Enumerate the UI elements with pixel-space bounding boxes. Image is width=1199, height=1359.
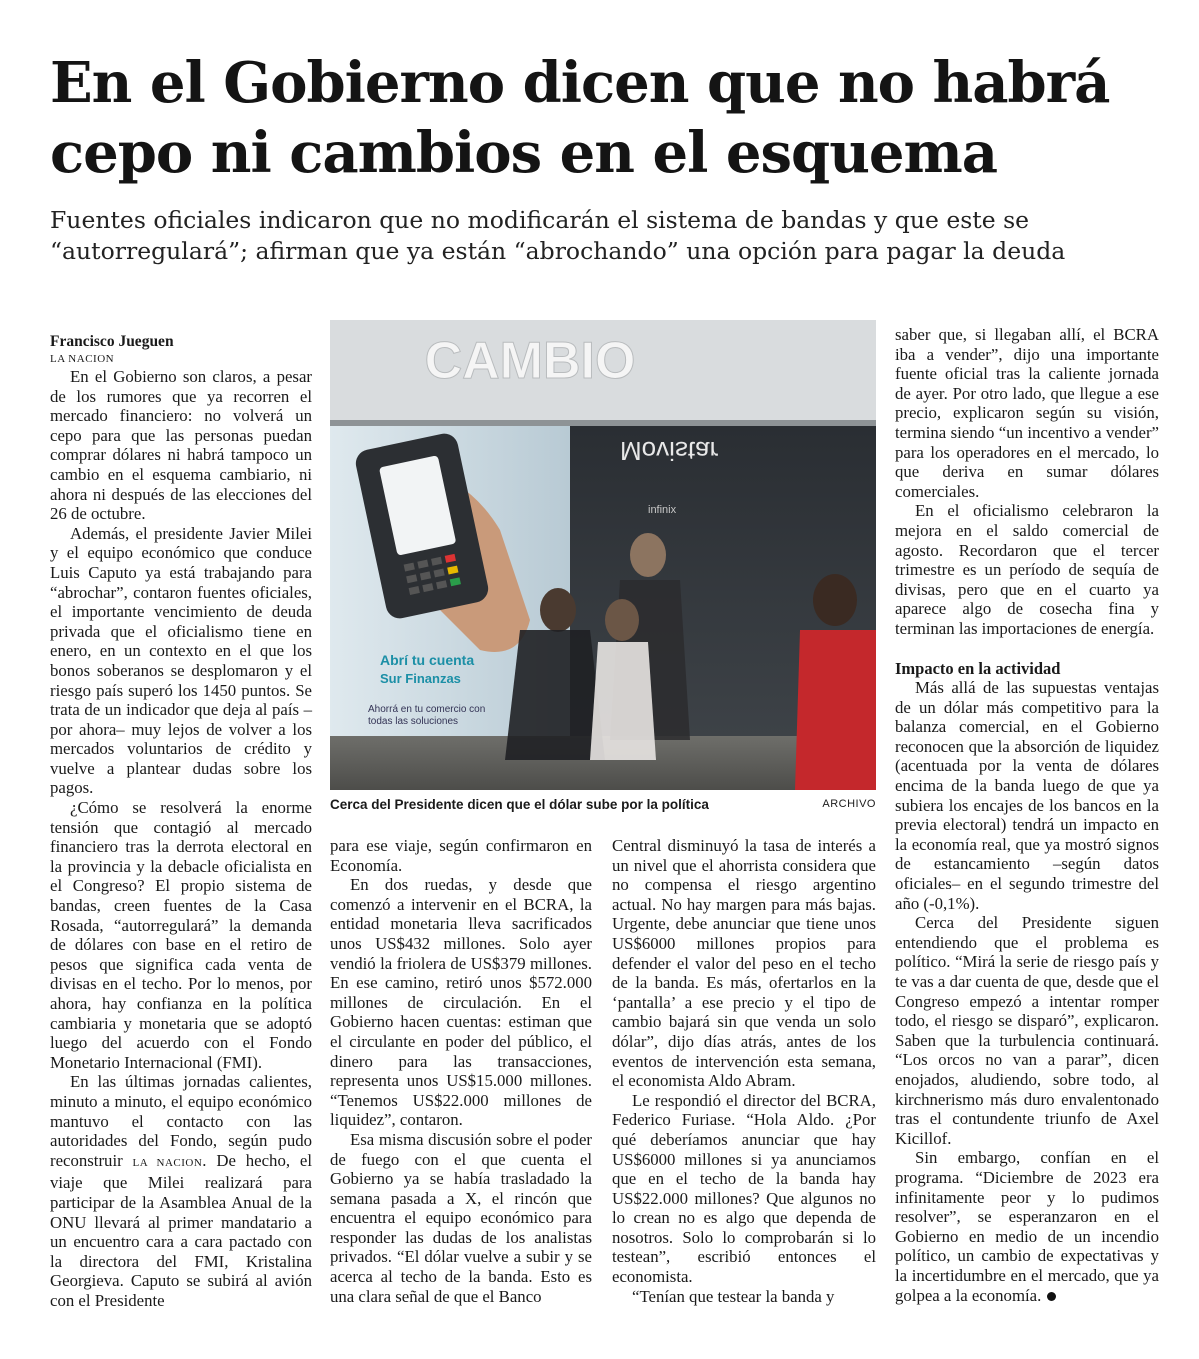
poster-title: Abrí tu cuenta [380,652,475,668]
paragraph-text: Sin embargo, confían en el programa. “Diciembre de 2023 era infinitamente peor y lo pudimos resolver”, se esperanzaron en el Gobierno en medio de un incendio político, un cambio de expectativas y la incertidumbre en el mercado, que ya golpea a la economía. [895,1148,1159,1305]
section-subhead: Impacto en la actividad [895,658,1061,678]
paragraph: Cerca del Presidente siguen entendiendo que el problema es político. “Mirá la serie de riesgo país y te vas a dar cuenta de que, desde que el Congreso empezó a intentar romper todo, el riesgo se disparó”, explicaron. Saben que la turbulencia continuará. “Los orcos no van a parar”, dicen enojados, aludiendo, sobre todo, al kirchnerismo más duro envalentonado tras el contundente triunfo de Axel Kicillof. [895,913,1159,1148]
column-2 [330,836,592,1306]
paragraph: saber que, si llegaban allí, el BCRA iba a vender”, dijo una importante fuente oficial tras la caliente jornada de ayer. Por otro lado, que llegue a ese precio, explicaron según su visión, termina siendo “un incentivo a vender” para los operadores en el mercado, lo que deriva en sumar dólares comerciales. [895,325,1159,501]
end-mark-icon [1047,1292,1056,1301]
paragraph [50,1072,312,1310]
poster-line-1: Ahorrá en tu comercio con [368,704,486,715]
photo-caption [330,797,876,812]
paragraph: Central disminuyó la tasa de interés a un nivel que el ahorrista considera que no compensa el riesgo argentino actual. No hay margen para más bajas. Urgente, debe anunciar que tiene unos US$6000 millones propios para defender el valor del peso en el techo de la banda. Es más, ofertarlos en la ‘pantalla’ a ese precio y el tipo de cambio bajará sin que venda un solo dólar”, dijo días atrás, antes de los eventos de intervención esta semana, el economista Aldo Abram. [612,836,876,1091]
outlet-mention: LA NACION [132,1156,203,1169]
exchange-house-storefront-image [330,320,876,790]
mirrored-store-sign: Movistar [620,436,719,466]
column-1 [50,333,312,1311]
poster-subtitle: Sur Finanzas [380,671,461,686]
paragraph: “Tenían que testear la banda y [632,1286,835,1306]
paragraph: Esa misma discusión sobre el poder de fuego con el que cuenta el Gobierno ya se había trasladado la semana pasada a X, el rincón que encuentra el equipo económico para responder las dudas de los analistas privados. “El dólar vuelve a subir y se acerca al techo de la banda. Esto es una clara señal de que el Banco [330,1129,592,1306]
store-text: infinix [648,504,677,516]
paragraph [895,1148,1159,1305]
paragraph: Además, el presidente Javier Milei y el equipo económico que conduce Luis Caputo ya está trabajando para “abrochar”, contaron fuentes oficiales, el importante vencimiento de deuda privada que el oficialismo tiene en enero, en un contexto en el que los bonos soberanos se desplomaron y el riesgo país superó los 1450 puntos. Se trata de un indicador que deja al país –por ahora– muy lejos de volver a los mercados voluntarios de crédito y vuelve a plantear dudas sobre los pagos. [50,523,312,798]
paragraph: En el Gobierno son claros, a pesar de los rumores que ya recorren el mercado financiero: no volverá un cepo para que las personas puedan comprar dólares ni habrá tampoco un cambio en el esquema cambiario, ni ahora ni después de las elecciones del 26 de octubre. [50,367,312,524]
caption-text: Cerca del Presidente dicen que el dólar sube por la política [330,797,709,812]
column-3 [612,836,876,1306]
paragraph: Le respondió el director del BCRA, Federico Furiase. “Hola Aldo. ¿Por qué deberíamos anunciar que hay US$6000 millones si ya anunciamos que en el techo de la banda hay US$22.000 millones? Que algunos no lo crean no es algo que dependa de nosotros. Solo lo comprobarán si lo testean”, escribió entonces el economista. [612,1090,876,1287]
byline-author: Francisco Jueguen [50,333,174,350]
deck-subtitle: Fuentes oficiales indicaron que no modificarán el sistema de bandas y que este se “autorregulará”; afirman que ya están “abrochando” una opción para pagar la deuda [50,206,1066,265]
headline: En el Gobierno dicen que no habrá cepo ni cambios en el esquema [50,50,1110,186]
paragraph: para ese viaje, según confirmaron en Economía. [330,836,592,875]
paragraph: En el oficialismo celebraron la mejora en el saldo comercial de agosto. Recordaron que el tercer trimestre es un período de sequía de divisas, pero que en el cuarto ya aparece algo de cosecha fina y terminan las importaciones de energía. [895,501,1159,638]
byline-outlet: LA NACION [50,353,115,365]
column-4 [895,325,1159,1305]
paragraph: ¿Cómo se resolverá la enorme tensión que contagió al mercado financiero tras la derrota electoral en la provincia y la debacle oficialista en el Congreso? El propio sistema de bandas, creen fuentes de la Casa Rosada, “autorregulará” la demanda de dólares con base en el retiro de pesos que significa cada venta de divisas en el techo. Por lo menos, por ahora, hay confianza en la política cambiaria y monetaria que se adoptó luego del acuerdo con el Fondo Monetario Internacional (FMI). [50,798,312,1072]
photo-credit: ARCHIVO [822,798,876,810]
cambio-sign: CAMBIO [424,332,636,390]
paragraph: Más allá de las supuestas ventajas de un dólar más competitivo para la balanza comercial, en el Gobierno reconocen que la absorción de liquidez (acentuada por la venta de dólares encima de la banda luego de que ya subiera los encajes de los bancos en la previa electoral) tendrá un impacto en la economía real, que ya mostró signos de estancamiento –según datos oficiales– en el segundo trimestre del año (-0,1%). [895,678,1159,913]
paragraph: En dos ruedas, y desde que comenzó a intervenir en el BCRA, la entidad monetaria lleva sacrificados unos US$432 millones. Solo ayer vendió la friolera de US$379 millones. En ese camino, retiró unos $572.000 millones de circulación. En el Gobierno hacen cuentas: estiman que el circulante en poder del público, el dinero para las transacciones, representa unos US$15.000 millones. “Tenemos US$22.000 millones de liquidez”, contaron. [330,875,592,1130]
poster-line-2: todas las soluciones [368,716,459,727]
paragraph-text: En las últimas jornadas calientes, minuto a minuto, el equipo económico mantuvo el contacto con las autoridades del Fondo, según pudo reconstruir [50,1072,312,1170]
paragraph-text: . De hecho, el viaje que Milei realizará para participar de la Asamblea Anual de la ONU llevará al primer mandatario a un encuentro cara a cara pactado con la directora del FMI, Kristalina Georgieva. Caputo se subirá al avión con el Presidente [50,1150,312,1310]
article-photo [330,320,876,790]
